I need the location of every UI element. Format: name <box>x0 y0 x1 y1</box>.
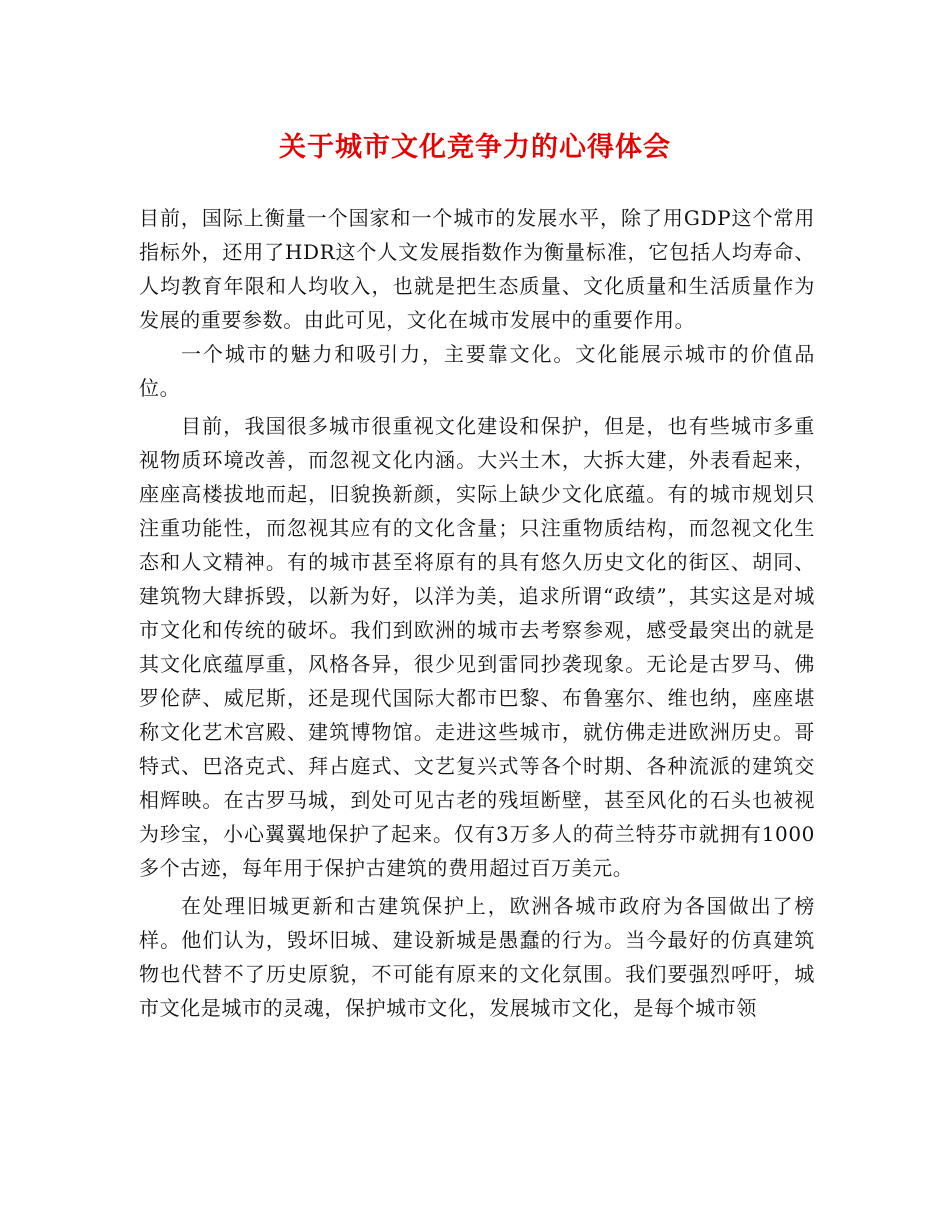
paragraph-4: 在处理旧城更新和古建筑保护上，欧洲各城市政府为各国做出了榜样。他们认为，毁坏旧城、建设新城是愚蠢的行为。当今最好的仿真建筑物也代替不了历史原貌，不可能有原来的文化氛围。我们要强烈呼吁，城市文化是城市的灵魂，保护城市文化，发展城市文化，是每个城市领 <box>139 894 815 1020</box>
document-body <box>139 201 815 1025</box>
paragraph-1: 目前，国际上衡量一个国家和一个城市的发展水平，除了用GDP这个常用指标外，还用了HDR这个人文发展指数作为衡量标准，它包括人均寿命、人均教育年限和人均收入，也就是把生态质量、文化质量和生活质量作为发展的重要参数。由此可见，文化在城市发展中的重要作用。 <box>139 206 815 332</box>
paragraph-3: 目前，我国很多城市很重视文化建设和保护，但是，也有些城市多重视物质环境改善，而忽视文化内涵。大兴土木，大拆大建，外表看起来，座座高楼拔地而起，旧貌换新颜，实际上缺少文化底蕴。有的城市规划只注重功能性，而忽视其应有的文化含量；只注重物质结构，而忽视文化生态和人文精神。有的城市甚至将原有的具有悠久历史文化的街区、胡同、建筑物大肆拆毁，以新为好，以洋为美，追求所谓“政绩”，其实这是对城市文化和传统的破坏。我们到欧洲的城市去考察参观，感受最突出的就是其文化底蕴厚重，风格各异，很少见到雷同抄袭现象。无论是古罗马、佛罗伦萨、威尼斯，还是现代国际大都市巴黎、布鲁塞尔、维也纳，座座堪称文化艺术宫殿、建筑博物馆。走进这些城市，就仿佛走进欧洲历史。哥特式、巴洛克式、拜占庭式、文艺复兴式等各个时期、各种流派的建筑交相辉映。在古罗马城，到处可见古老的残垣断壁，甚至风化的石头也被视为珍宝，小心翼翼地保护了起来。仅有3万多人的荷兰特芬市就拥有1000多个古迹，每年用于保护古建筑的费用超过百万美元。 <box>139 414 815 880</box>
document-title: 关于城市文化竞争力的心得体会 <box>279 132 671 163</box>
paragraph-2: 一个城市的魅力和吸引力，主要靠文化。文化能展示城市的价值品位。 <box>139 342 815 400</box>
